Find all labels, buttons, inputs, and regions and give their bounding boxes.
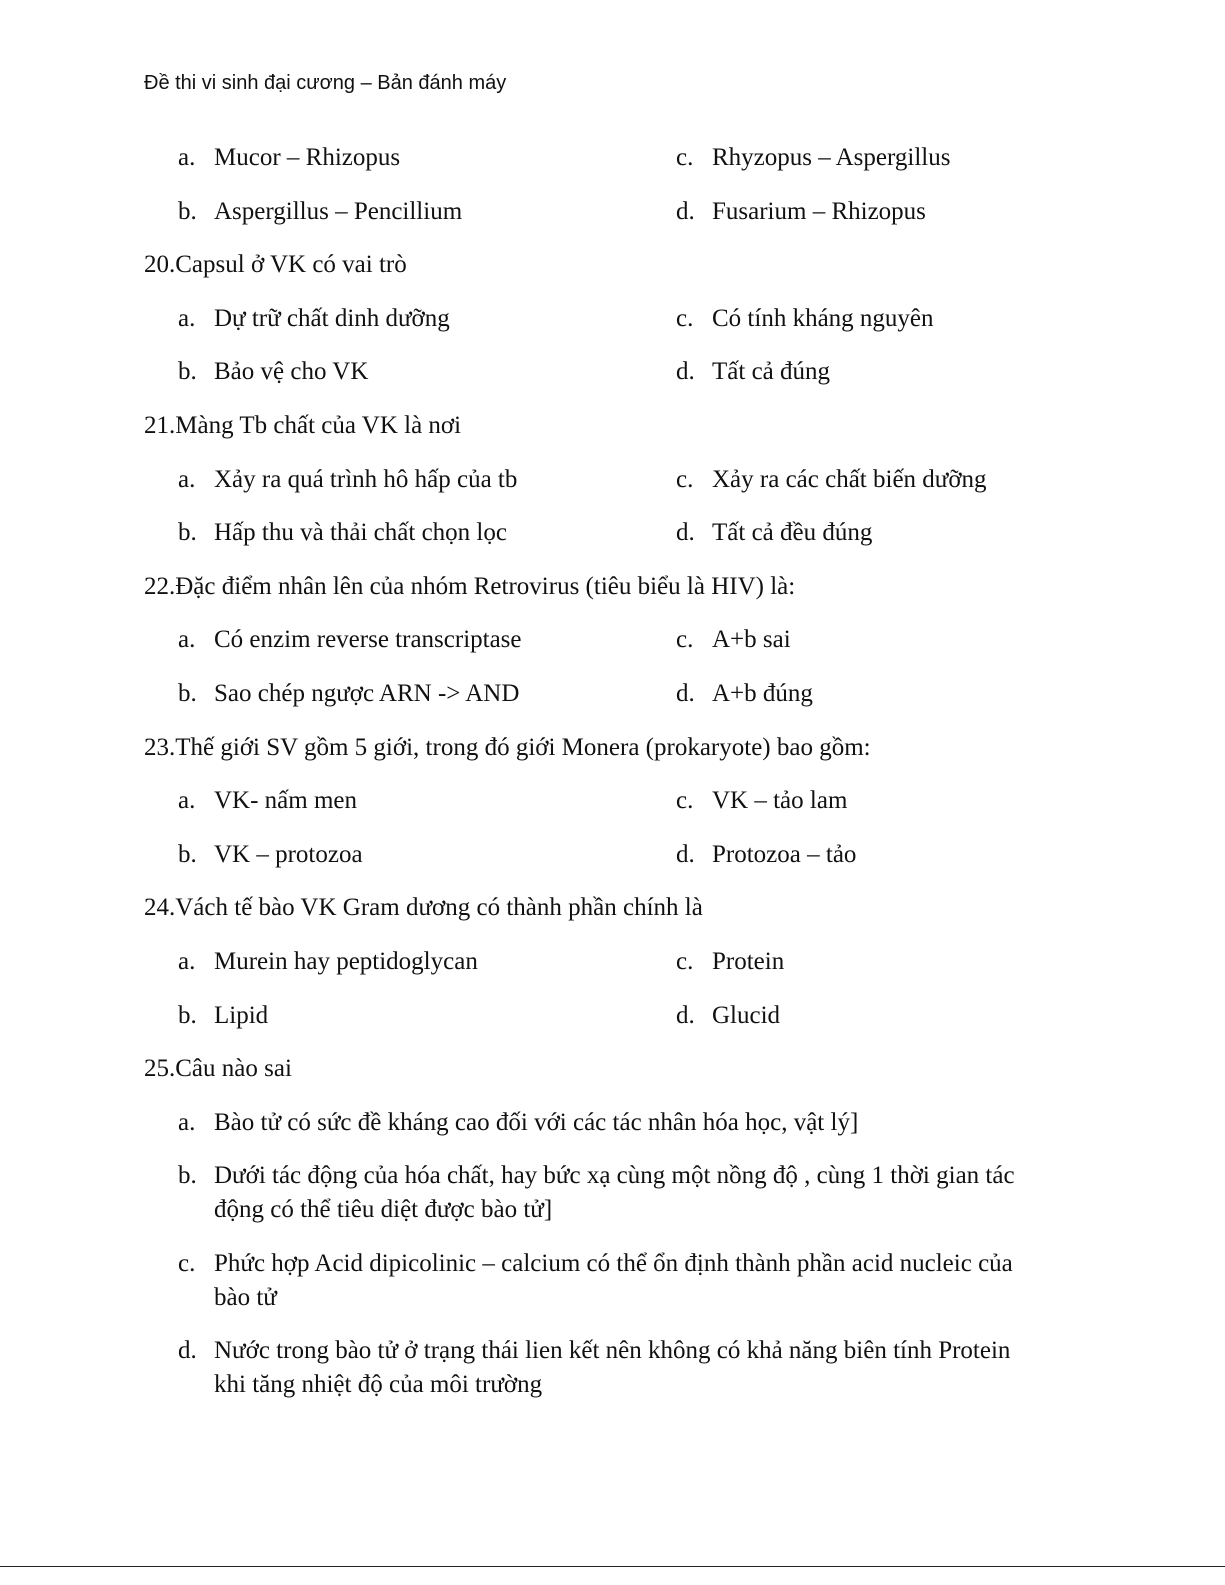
exam-content	[144, 141, 1064, 1422]
q21-option-c: c. Xảy ra các chất biến dưỡng	[676, 465, 987, 493]
q21-options-row-1	[144, 463, 1064, 497]
q20-option-c: c. Có tính kháng nguyên	[676, 304, 934, 332]
q25-option-c-text: Phức hợp Acid dipicolinic – calcium có thể ổn định thành phần acid nucleic của bào tử	[214, 1249, 1013, 1311]
q21-option-a: a. Xảy ra quá trình hô hấp của tb	[178, 465, 518, 493]
q19-option-c: c. Rhyzopus – Aspergillus	[676, 144, 951, 171]
q23-option-c: c. VK – tảo lam	[676, 787, 848, 815]
q25-option-d-text: Nước trong bào tử ở trạng thái lien kết nên không có khả năng biên tính Protein khi tăng nhiệt độ của môi trường	[214, 1337, 1011, 1399]
q23-options-row-1	[144, 784, 1064, 818]
q24-question: 24.Vách tế bào VK Gram dương có thành phần chính là	[144, 894, 703, 922]
q20-option-a: a. Dự trữ chất dinh dưỡng	[178, 304, 450, 332]
q24-option-a: a. Murein hay peptidoglycan	[178, 947, 478, 975]
q25-option-a	[144, 1106, 1044, 1140]
q23-question: 23.Thế giới SV gồm 5 giới, trong đó giới Monera (prokaryote) bao gồm:	[144, 733, 871, 761]
q25-option-c-letter: c.	[178, 1249, 196, 1277]
q19-option-a: a. Mucor – Rhizopus	[178, 144, 401, 171]
q20-option-d: d. Tất cả đúng	[676, 358, 831, 386]
q20-option-b: b. Bảo vệ cho VK	[178, 358, 369, 386]
q19-options-row-2	[144, 195, 1064, 229]
q24-option-d: d. Glucid	[676, 1001, 781, 1029]
q25-option-a-letter: a.	[178, 1108, 196, 1136]
q23-option-a: a. VK- nấm men	[178, 787, 358, 815]
page-header: Đề thi vi sinh đại cương – Bản đánh máy	[144, 72, 507, 94]
q22-option-a: a. Có enzim reverse transcriptase	[178, 626, 522, 654]
q22-option-c: c. A+b sai	[676, 626, 791, 654]
q20-options-row-1	[144, 302, 1064, 336]
q23-option-d: d. Protozoa – tảo	[676, 840, 857, 868]
q25-option-d	[144, 1334, 1044, 1402]
q25-option-b-text: Dưới tác động của hóa chất, hay bức xạ cùng một nồng độ , cùng 1 thời gian tác động có thể tiêu diệt được bào tử]	[214, 1162, 1015, 1224]
q19-options-row-1	[144, 141, 1064, 175]
q23-option-b: b. VK – protozoa	[178, 840, 363, 868]
q23-options-row-2	[144, 838, 1064, 872]
q25-option-c	[144, 1247, 1044, 1315]
q22-question: 22.Đặc điểm nhân lên của nhóm Retrovirus (tiêu biểu là HIV) là:	[144, 572, 796, 600]
page-bottom-divider	[0, 1566, 1225, 1567]
q19-option-b: b. Aspergillus – Pencillium	[178, 197, 463, 225]
q19-option-d: d. Fusarium – Rhizopus	[676, 197, 926, 225]
q20-options-row-2	[144, 355, 1064, 389]
q21-question: 21.Màng Tb chất của VK là nơi	[144, 411, 462, 439]
q25-option-b	[144, 1159, 1044, 1227]
q25-question: 25.Câu nào sai	[144, 1055, 292, 1083]
q22-option-b: b. Sao chép ngược ARN -> AND	[178, 679, 520, 707]
q24-option-c: c. Protein	[676, 947, 785, 975]
q24-option-b: b. Lipid	[178, 1001, 269, 1029]
q22-option-d: d. A+b đúng	[676, 679, 813, 707]
q22-options-row-2	[144, 677, 1064, 711]
q20-question: 20.Capsul ở VK có vai trò	[144, 251, 407, 279]
q25-option-b-letter: b.	[178, 1162, 197, 1190]
q24-options-row-2	[144, 999, 1064, 1033]
q21-option-b: b. Hấp thu và thải chất chọn lọc	[178, 519, 507, 547]
q25-option-d-letter: d.	[178, 1337, 197, 1365]
q21-options-row-2	[144, 516, 1064, 550]
q22-options-row-1	[144, 623, 1064, 657]
q24-options-row-1	[144, 945, 1064, 979]
q21-option-d: d. Tất cả đều đúng	[676, 519, 873, 547]
q25-option-a-text: Bào tử có sức đề kháng cao đối với các tác nhân hóa học, vật lý]	[214, 1108, 859, 1136]
